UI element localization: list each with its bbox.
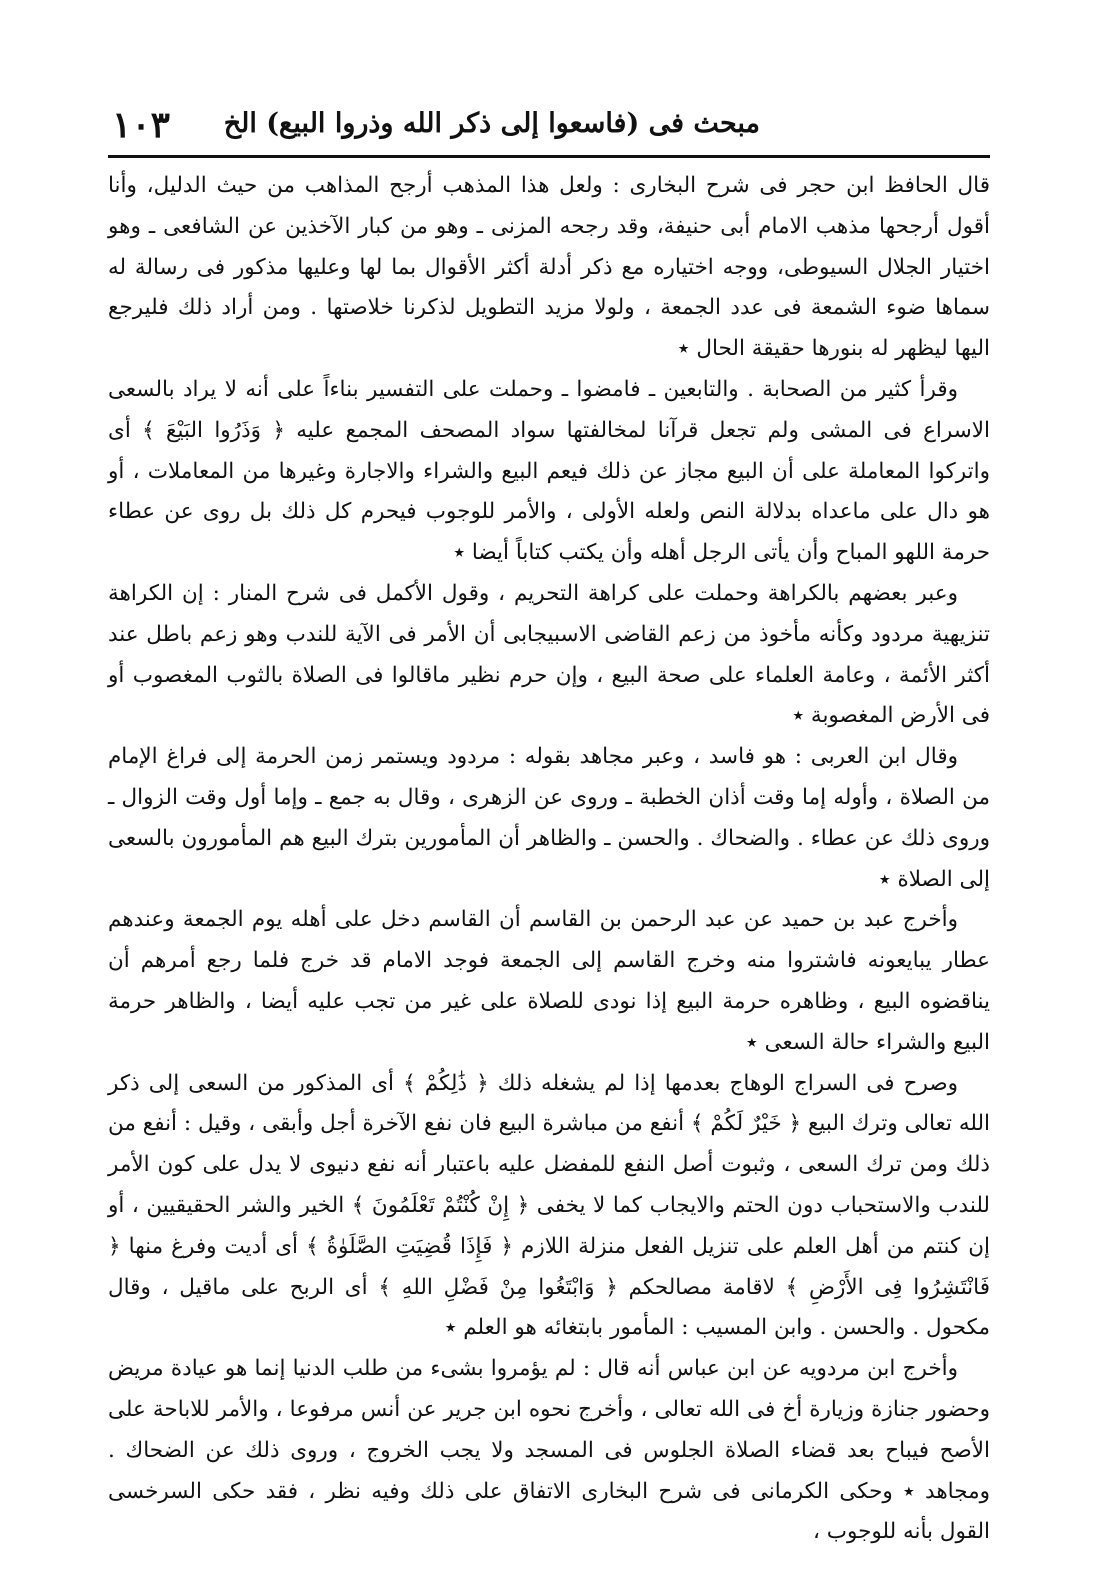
paragraph: وقال ابن العربى : هو فاسد ، وعبر مجاهد بقوله : مردود ويستمر زمن الحرمة إلى فراغ الإمام من الصلاة ، وأوله إما وقت أذان الخطبة ـ وروى عن الزهرى ، وقال به جمع ـ وإما أول وقت الزوال ـ وروى ذلك عن عطاء . والضحاك . والحسن ـ والظاهر أن المأمورين بترك البيع هم المأمورون بالسعى إلى الصلاة ٭ [108,744,990,892]
running-title: مبحث فى (فاسعوا إلى ذكر الله وذروا البيع) الخ [223,108,760,139]
page-number: ١٠٣ [112,104,171,146]
page-header [108,104,990,154]
paragraph: وقرأ كثير من الصحابة . والتابعين ـ فامضوا ـ وحملت على التفسير بناءاً على أنه لا يراد بالسعى الاسراع فى المشى ولم تجعل قرآنا لمخالفتها سواد المصحف المجمع عليه ﴿ وَذَرُوا البَيْعَ ﴾ أى واتركوا المعاملة على أن البيع مجاز عن ذلك فيعم البيع والشراء والاجارة وغيرها من المعاملات ، أو هو دال على ماعداه بدلالة النص ولعله الأولى ، والأمر للوجوب فيحرم كل ذلك بل روى عن عطاء حرمة اللهو المباح وأن يأتى الرجل أهله وأن يكتب كتاباً أيضا ٭ [108,376,990,566]
paragraph: وأخرج عبد بن حميد عن عبد الرحمن بن القاسم أن القاسم دخل على أهله يوم الجمعة وعندهم عطار يبايعونه فاشتروا منه وخرج القاسم إلى الجمعة فوجد الامام قد خرج فلما رجع أمرهم أن يناقضوه البيع ، وظاهره حرمة البيع إذا نودى للصلاة على غير من تجب عليه أيضا ، والظاهر حرمة البيع والشراء حالة السعى ٭ [108,907,990,1055]
paragraph: وأخرج ابن مردويه عن ابن عباس أنه قال : لم يؤمروا بشىء من طلب الدنيا إنما هو عيادة مريض وحضور جنازة وزيارة أخ فى الله تعالى ، وأخرج نحوه ابن جرير عن أنس مرفوعا ، والأمر للاباحة على الأصح فيباح بعد قضاء الصلاة الجلوس فى المسجد ولا يجب الخروج ، وروى ذلك عن الضحاك . ومجاهد ٭ وحكى الكرمانى فى شرح البخارى الاتفاق على ذلك وفيه نظر ، فقد حكى السرخسى القول بأنه للوجوب ، [108,1356,990,1545]
main-text [108,166,990,1553]
header-divider [108,155,990,158]
paragraph: قال الحافظ ابن حجر فى شرح البخارى : ولعل هذا المذهب أرجح المذاهب من حيث الدليل، وأنا أقول أرجحها مذهب الامام أبى حنيفة، وقد رجحه المزنى ـ وهو من كبار الآخذين عن الشافعى ـ وهو اختيار الجلال السيوطى، ووجه اختياره مع ذكر أدلة أكثر الأقوال بما لها وعليها مذكور فى رسالة له سماها ضوء الشمعة فى عدد الجمعة ، ولولا مزيد التطويل لذكرنا خلاصتها . ومن أراد ذلك فليرجع اليها ليظهر له بنورها حقيقة الحال ٭ [108,173,990,362]
paragraph: وصرح فى السراج الوهاج بعدمها إذا لم يشغله ذلك ﴿ ذَٰلِكُمْ ﴾ أى المذكور من السعى إلى ذكر الله تعالى وترك البيع ﴿ خَيْرٌ لَكُمْ ﴾ أنفع من مباشرة البيع فان نفع الآخرة أجل وأبقى ، وقيل : أنفع من ذلك ومن ترك السعى ، وثبوت أصل النفع للمفضل عليه باعتبار أنه نفع دنيوى لا يدل على كون الأمر للندب والاستحباب دون الحتم والايجاب كما لا يخفى ﴿ إِنْ كُنْتُمْ تَعْلَمُونَ ﴾ الخير والشر الحقيقيين ، أو إن كنتم من أهل العلم على تنزيل الفعل منزلة اللازم ﴿ فَإِذَا قُضِيَتِ الصَّلَوٰةُ ﴾ أى أديت وفرغ منها ﴿ فَانْتَشِرُوا فِى الأَرْضِ ﴾ لاقامة مصالحكم ﴿ وَابْتَغُوا مِنْ فَضْلِ اللهِ ﴾ أى الربح على ماقيل ، وقال مكحول . والحسن . وابن المسيب : المأمور بابتغائه هو العلم ٭ [108,1070,990,1341]
paragraph: وعبر بعضهم بالكراهة وحملت على كراهة التحريم ، وقول الأكمل فى شرح المنار : إن الكراهة تنزيهية مردود وكأنه مأخوذ من زعم القاضى الاسبيجابى أن الأمر فى الآية للندب وهو زعم باطل عند أكثر الأئمة ، وعامة العلماء على صحة البيع ، وإن حرم نظير ماقالوا فى الصلاة بالثوب المغصوب أو فى الأرض المغصوبة ٭ [108,580,990,729]
